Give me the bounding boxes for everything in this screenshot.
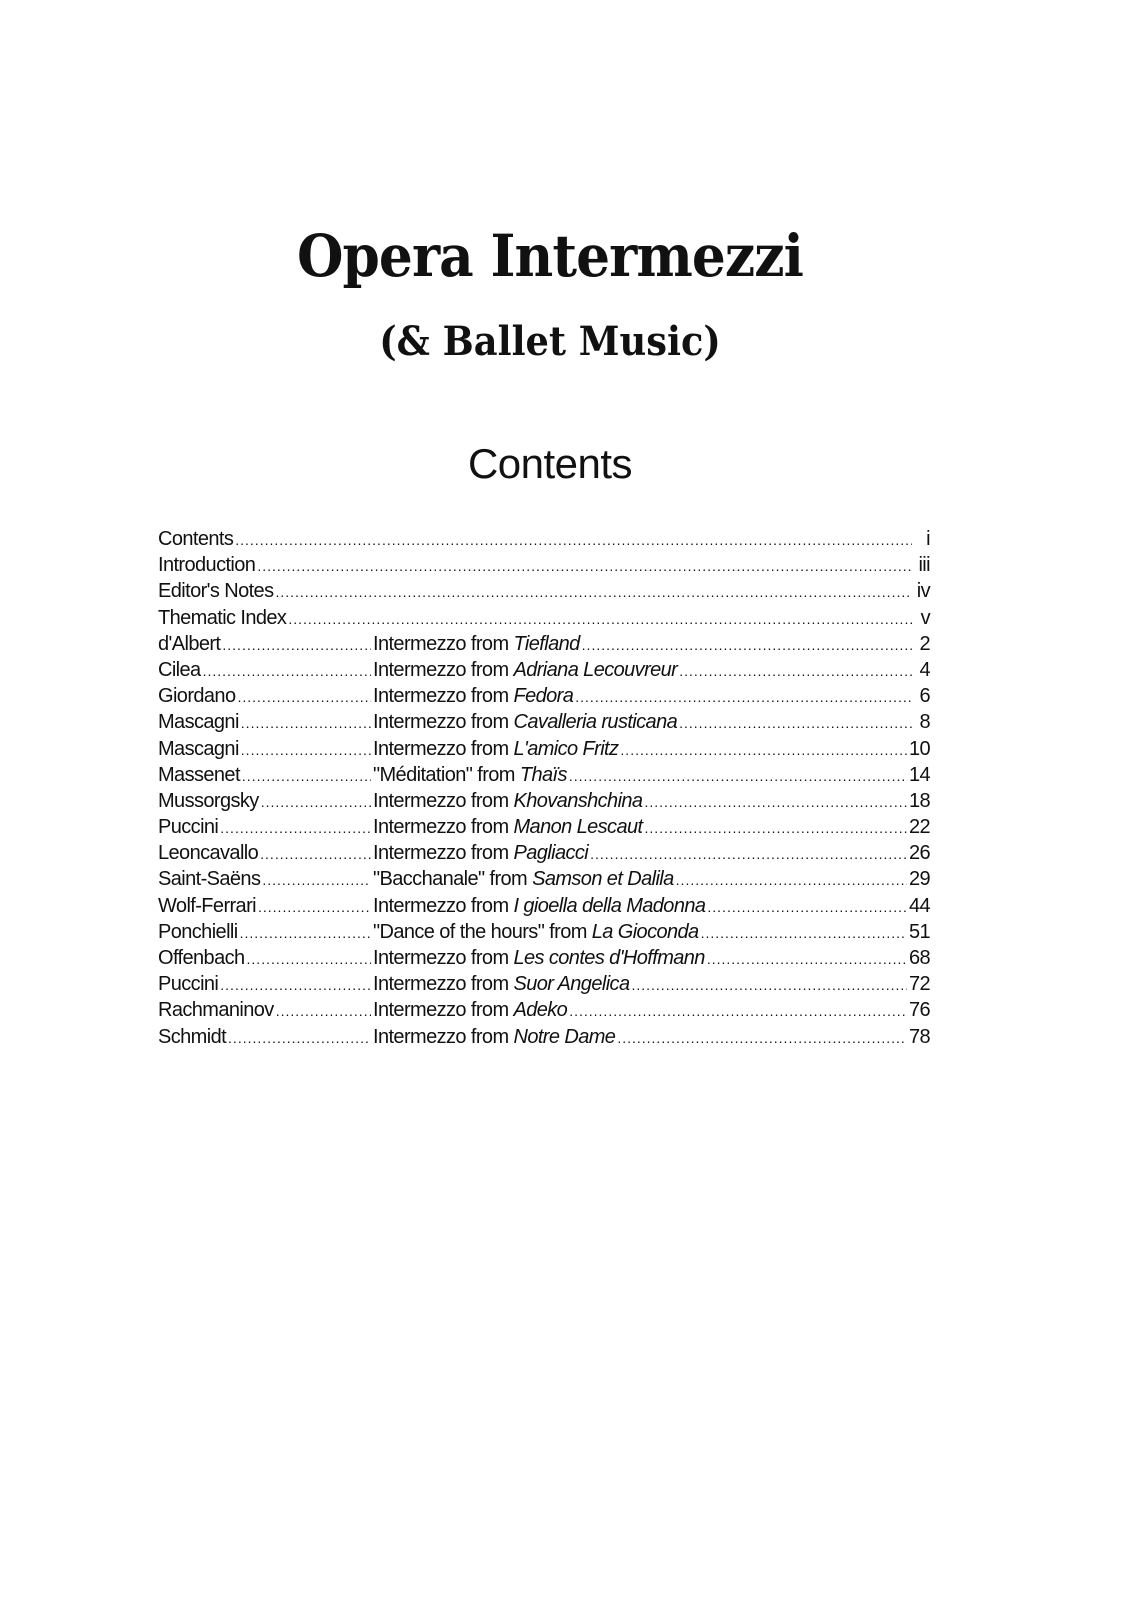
composer-name: d'Albert bbox=[158, 632, 221, 655]
toc-label: Introduction bbox=[158, 554, 256, 577]
toc-page-number: v bbox=[920, 606, 930, 629]
composer-name: Leoncavallo bbox=[158, 842, 259, 865]
opera-title: Thaïs bbox=[519, 763, 567, 786]
toc-row[interactable] bbox=[158, 947, 930, 973]
toc-page-number: 68 bbox=[908, 947, 930, 969]
from-word: from bbox=[470, 894, 509, 917]
leader-dots bbox=[237, 689, 371, 705]
toc-label: Editor's Notes bbox=[158, 580, 274, 603]
leader-dots bbox=[235, 532, 912, 548]
toc-row[interactable] bbox=[158, 738, 930, 764]
contents-heading: Contents bbox=[467, 440, 633, 487]
leader-dots bbox=[240, 925, 371, 941]
leader-dots bbox=[631, 977, 906, 993]
toc-row[interactable] bbox=[158, 816, 930, 842]
opera-title: Suor Angelica bbox=[513, 973, 630, 996]
leader-dots bbox=[220, 820, 371, 836]
composer-cell bbox=[158, 711, 373, 734]
leader-dots bbox=[617, 1030, 907, 1046]
opera-title: Fedora bbox=[513, 685, 574, 708]
composer-name: Schmidt bbox=[158, 1025, 227, 1048]
composer-cell bbox=[158, 764, 373, 787]
leader-dots bbox=[222, 637, 371, 653]
toc-row[interactable] bbox=[158, 685, 930, 711]
composer-name: Mascagni bbox=[158, 711, 239, 734]
piece-name: "Dance of the hours" bbox=[373, 920, 545, 943]
composer-name: Cilea bbox=[158, 658, 201, 681]
leader-dots bbox=[590, 846, 907, 862]
toc-page-number: 6 bbox=[919, 685, 930, 708]
opera-title: Pagliacci bbox=[513, 842, 589, 865]
piece-name: Intermezzo bbox=[373, 973, 466, 996]
leader-dots bbox=[261, 794, 371, 810]
toc-page-number: 18 bbox=[908, 789, 930, 812]
opera-title: Manon Lescaut bbox=[513, 816, 643, 839]
toc-row[interactable] bbox=[158, 554, 930, 580]
piece-name: Intermezzo bbox=[373, 711, 466, 734]
opera-title: Cavalleria rusticana bbox=[513, 711, 678, 734]
from-word: from bbox=[470, 658, 509, 681]
composer-cell bbox=[158, 842, 373, 865]
composer-name: Mascagni bbox=[158, 737, 239, 760]
book-subtitle: (& Ballet Music) bbox=[379, 318, 721, 365]
composer-name: Massenet bbox=[158, 763, 240, 786]
composer-cell bbox=[158, 868, 373, 891]
leader-dots bbox=[644, 794, 907, 810]
leader-dots bbox=[707, 951, 907, 967]
opera-title: Adriana Lecouvreur bbox=[513, 658, 678, 681]
toc-row[interactable] bbox=[158, 711, 930, 737]
from-word: from bbox=[470, 632, 509, 655]
composer-name: Puccini bbox=[158, 973, 219, 996]
toc-row[interactable] bbox=[158, 659, 930, 685]
piece-name: Intermezzo bbox=[373, 737, 466, 760]
leader-dots bbox=[275, 584, 912, 600]
toc-row[interactable] bbox=[158, 607, 930, 633]
from-word: from bbox=[470, 789, 509, 812]
leader-dots bbox=[569, 1003, 907, 1019]
piece-name: Intermezzo bbox=[373, 947, 466, 969]
from-word: from bbox=[470, 947, 509, 969]
opera-title: Samson et Dalila bbox=[532, 868, 674, 891]
piece-name: Intermezzo bbox=[373, 1025, 466, 1048]
leader-dots bbox=[288, 611, 912, 627]
leader-dots bbox=[203, 663, 371, 679]
toc-row[interactable] bbox=[158, 790, 930, 816]
toc-page-number: 72 bbox=[908, 973, 930, 996]
toc-row[interactable] bbox=[158, 633, 930, 659]
leader-dots bbox=[258, 899, 371, 915]
piece-name: Intermezzo bbox=[373, 632, 466, 655]
piece-name: "Méditation" bbox=[373, 763, 473, 786]
piece-name: "Bacchanale" bbox=[373, 868, 485, 891]
composer-name: Offenbach bbox=[158, 947, 245, 969]
toc-page-number: 51 bbox=[908, 920, 930, 943]
leader-dots bbox=[582, 637, 912, 653]
table-of-contents bbox=[158, 528, 930, 1052]
book-title: Opera Intermezzi bbox=[296, 222, 804, 290]
composer-cell bbox=[158, 738, 373, 761]
leader-dots bbox=[262, 872, 371, 888]
from-word: from bbox=[470, 999, 509, 1022]
toc-page-number: 8 bbox=[919, 711, 930, 734]
piece-name: Intermezzo bbox=[373, 658, 466, 681]
toc-row[interactable] bbox=[158, 973, 930, 999]
toc-label: Thematic Index bbox=[158, 606, 287, 629]
toc-row[interactable] bbox=[158, 921, 930, 947]
composer-cell bbox=[158, 633, 373, 656]
toc-page-number: 22 bbox=[908, 816, 930, 839]
toc-row[interactable] bbox=[158, 764, 930, 790]
leader-dots bbox=[228, 1030, 371, 1046]
leader-dots bbox=[679, 663, 912, 679]
opera-title: Notre Dame bbox=[513, 1025, 616, 1048]
composer-cell bbox=[158, 685, 373, 708]
from-word: from bbox=[470, 842, 509, 865]
toc-label: Contents bbox=[158, 528, 234, 550]
piece-name: Intermezzo bbox=[373, 816, 466, 839]
toc-page-number: 10 bbox=[908, 737, 930, 760]
toc-page-number: 78 bbox=[908, 1025, 930, 1048]
toc-page-number: 29 bbox=[908, 868, 930, 891]
leader-dots bbox=[644, 820, 907, 836]
leader-dots bbox=[242, 768, 371, 784]
from-word: from bbox=[470, 711, 509, 734]
leader-dots bbox=[679, 715, 912, 731]
piece-name: Intermezzo bbox=[373, 894, 466, 917]
composer-cell bbox=[158, 1026, 373, 1049]
toc-page-number: 14 bbox=[908, 763, 930, 786]
toc-row[interactable] bbox=[158, 895, 930, 921]
leader-dots bbox=[620, 742, 907, 758]
composer-cell bbox=[158, 999, 373, 1022]
leader-dots bbox=[569, 768, 907, 784]
composer-cell bbox=[158, 921, 373, 944]
opera-title: I gioella della Madonna bbox=[513, 894, 706, 917]
from-word: from bbox=[470, 816, 509, 839]
from-word: from bbox=[489, 868, 528, 891]
from-word: from bbox=[470, 973, 509, 996]
composer-cell bbox=[158, 816, 373, 839]
toc-row[interactable] bbox=[158, 580, 930, 606]
leader-dots bbox=[701, 925, 907, 941]
composer-cell bbox=[158, 895, 373, 918]
opera-title: Les contes d'Hoffmann bbox=[513, 947, 705, 969]
toc-page-number: 26 bbox=[908, 842, 930, 865]
toc-row[interactable] bbox=[158, 842, 930, 868]
composer-name: Ponchielli bbox=[158, 920, 238, 943]
leader-dots bbox=[260, 846, 371, 862]
toc-page-number: 4 bbox=[919, 658, 930, 681]
composer-cell bbox=[158, 973, 373, 996]
toc-page-number: 2 bbox=[919, 632, 930, 655]
opera-title: L'amico Fritz bbox=[513, 737, 619, 760]
toc-row[interactable] bbox=[158, 1026, 930, 1052]
composer-cell bbox=[158, 659, 373, 682]
opera-title: Adeko bbox=[513, 999, 568, 1022]
leader-dots bbox=[707, 899, 907, 915]
from-word: from bbox=[470, 1025, 509, 1048]
toc-row[interactable] bbox=[158, 528, 930, 554]
composer-name: Saint-Saëns bbox=[158, 868, 261, 891]
opera-title: Tiefland bbox=[513, 632, 580, 655]
toc-page-number: iii bbox=[918, 554, 930, 577]
leader-dots bbox=[247, 951, 371, 967]
from-word: from bbox=[470, 737, 509, 760]
leader-dots bbox=[276, 1003, 371, 1019]
composer-name: Wolf-Ferrari bbox=[158, 894, 256, 917]
composer-name: Puccini bbox=[158, 816, 219, 839]
leader-dots bbox=[257, 558, 912, 574]
toc-page-number: i bbox=[926, 528, 930, 550]
piece-name: Intermezzo bbox=[373, 685, 466, 708]
from-word: from bbox=[549, 920, 587, 943]
opera-title: La Gioconda bbox=[591, 920, 699, 943]
opera-title: Khovanshchina bbox=[513, 789, 643, 812]
from-word: from bbox=[470, 685, 509, 708]
toc-page-number: 76 bbox=[908, 999, 930, 1022]
piece-name: Intermezzo bbox=[373, 789, 466, 812]
piece-name: Intermezzo bbox=[373, 842, 466, 865]
leader-dots bbox=[241, 715, 371, 731]
composer-cell bbox=[158, 790, 373, 813]
leader-dots bbox=[676, 872, 907, 888]
composer-cell bbox=[158, 947, 373, 970]
composer-name: Mussorgsky bbox=[158, 789, 259, 812]
toc-page-number: 44 bbox=[908, 894, 930, 917]
leader-dots bbox=[241, 742, 371, 758]
composer-name: Rachmaninov bbox=[158, 999, 274, 1022]
leader-dots bbox=[220, 977, 371, 993]
leader-dots bbox=[575, 689, 912, 705]
composer-name: Giordano bbox=[158, 685, 236, 708]
piece-name: Intermezzo bbox=[373, 999, 466, 1022]
toc-row[interactable] bbox=[158, 868, 930, 894]
toc-page-number: iv bbox=[916, 580, 930, 603]
toc-row[interactable] bbox=[158, 999, 930, 1025]
from-word: from bbox=[477, 763, 515, 786]
